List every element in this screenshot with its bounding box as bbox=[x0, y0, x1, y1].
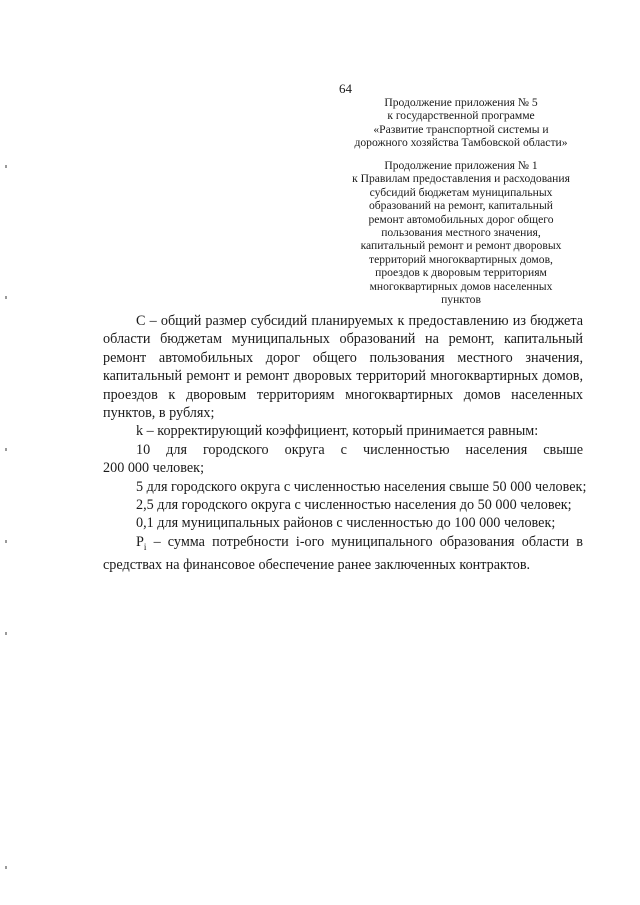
p-symbol bbox=[136, 534, 146, 550]
header-line: территорий многоквартирных домов, bbox=[369, 252, 553, 266]
header-line: Продолжение приложения № 5 bbox=[384, 96, 538, 109]
scan-artifact bbox=[5, 866, 7, 869]
text-line bbox=[103, 533, 583, 556]
p-definition-text: – сумма потребности i-ого муниципального образования области в bbox=[153, 533, 583, 550]
k-value-10 bbox=[103, 441, 583, 478]
header-line: к государственной программе bbox=[387, 109, 535, 123]
text-line: капитальный ремонт и ремонт дворовых территорий многоквартирных домов, bbox=[103, 368, 583, 385]
header-line: «Развитие транспортной системы и bbox=[373, 122, 549, 136]
text-line: проездов к дворовым территориям многоквартирных домов населенных bbox=[103, 386, 583, 403]
appendix-header bbox=[330, 96, 592, 150]
text-line: ремонт автомобильных дорог общего пользования местного значения, bbox=[103, 349, 583, 366]
header-line: дорожного хозяйства Тамбовской области» bbox=[354, 136, 568, 150]
scan-artifact bbox=[5, 296, 7, 299]
text-line: 10 для городского округа с численностью населения свыше bbox=[136, 441, 583, 458]
header-line: капитальный ремонт и ремонт дворовых bbox=[360, 239, 562, 253]
header-line: к Правилам предоставления и расходования bbox=[352, 172, 570, 186]
p-letter: P bbox=[136, 533, 144, 550]
header-line: субсидий бюджетам муниципальных bbox=[369, 185, 553, 199]
text-line: 5 для городского округа с численностью населения свыше 50 000 человек; bbox=[136, 478, 587, 495]
page-number: 64 bbox=[339, 81, 352, 96]
scan-artifact bbox=[5, 165, 7, 168]
header-line: Продолжение приложения № 1 bbox=[384, 159, 538, 172]
text-line: k – корректирующий коэффициент, который принимается равным: bbox=[136, 423, 539, 440]
text-line: 0,1 для муниципальных районов с численностью до 100 000 человек; bbox=[136, 515, 556, 532]
header-line: ремонт автомобильных дорог общего bbox=[368, 212, 554, 226]
header-line: пользования местного значения, bbox=[381, 226, 541, 240]
k-value-0-1 bbox=[103, 514, 583, 532]
text-line: средствах на финансовое обеспечение ранее заключенных контрактов. bbox=[103, 557, 531, 574]
p-subscript: i bbox=[143, 541, 147, 552]
text-line: области бюджетам муниципальных образований на ремонт, капитальный bbox=[103, 331, 583, 348]
header-line: многоквартирных домов населенных bbox=[369, 279, 553, 293]
text-line: 2,5 для городского округа с численностью населения до 50 000 человек; bbox=[136, 497, 572, 514]
rules-appendix-header bbox=[330, 159, 592, 306]
text-line: пунктов, в рублях; bbox=[103, 405, 215, 422]
text-line: 200 000 человек; bbox=[103, 460, 205, 477]
c-definition bbox=[103, 312, 583, 422]
scan-artifact bbox=[5, 540, 7, 543]
header-line: образований на ремонт, капитальный bbox=[368, 199, 554, 213]
p-definition bbox=[103, 533, 583, 575]
scan-artifact bbox=[5, 448, 7, 451]
scan-artifact bbox=[5, 632, 7, 635]
document-body bbox=[103, 312, 587, 575]
header-line: проездов к дворовым территориям bbox=[375, 266, 547, 280]
k-definition bbox=[103, 422, 583, 440]
text-line: С – общий размер субсидий планируемых к предоставлению из бюджета bbox=[136, 313, 583, 329]
k-value-5 bbox=[103, 478, 587, 496]
k-value-2-5 bbox=[103, 496, 583, 514]
header-line: пунктов bbox=[441, 293, 481, 307]
